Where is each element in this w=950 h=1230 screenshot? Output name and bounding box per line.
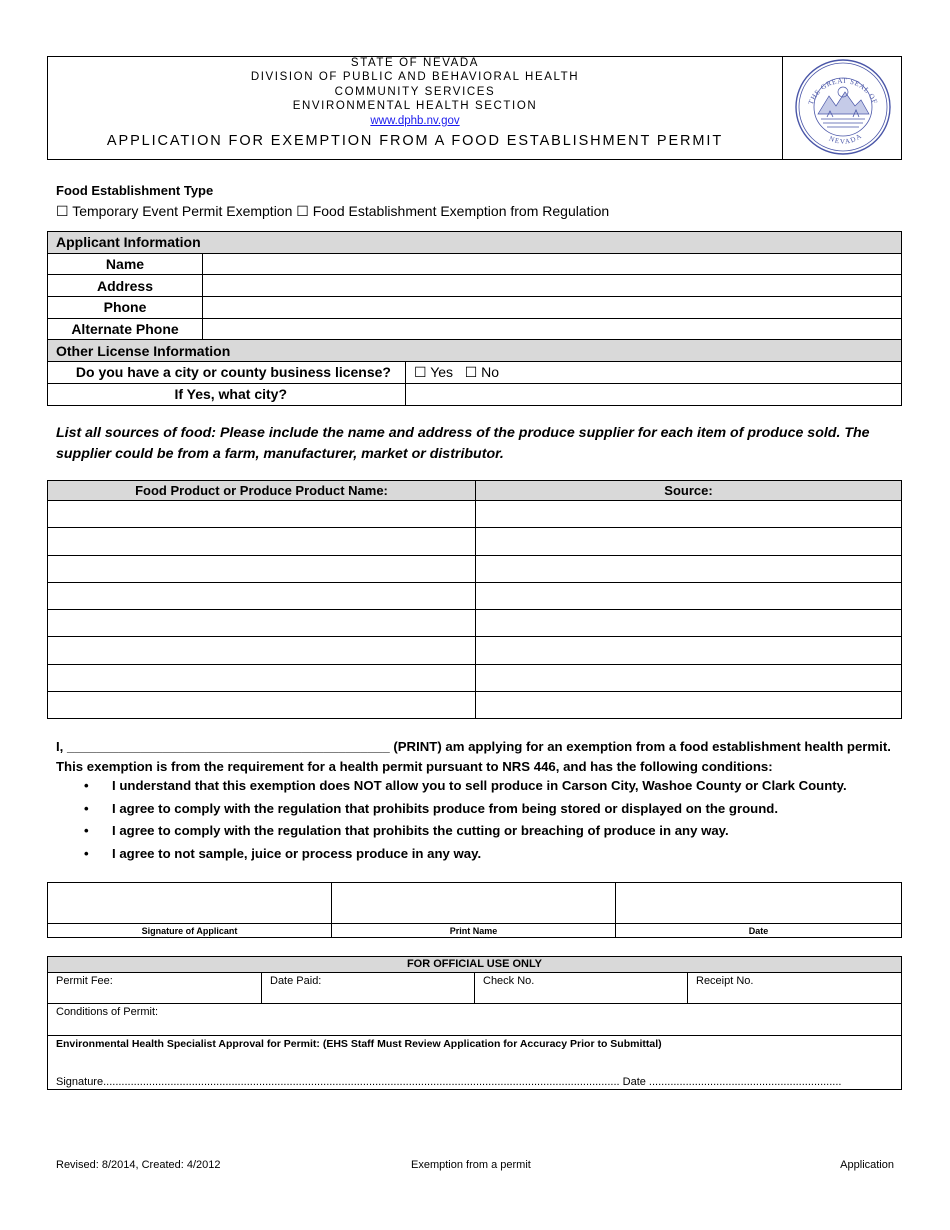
table-row: [48, 501, 902, 528]
signature-field[interactable]: [48, 883, 332, 924]
permit-fee-field[interactable]: Permit Fee:: [48, 973, 262, 1004]
address-label: Address: [48, 275, 203, 297]
list-item: • I agree to comply with the regulation that prohibits the cutting or breaching of produce in any way.: [56, 821, 906, 844]
check-no-field[interactable]: Check No.: [475, 973, 688, 1004]
print-name-field[interactable]: [332, 883, 616, 924]
product-name-cell[interactable]: [48, 555, 476, 582]
print-name-caption: Print Name: [332, 924, 616, 938]
agency-line-state: STATE OF NEVADA: [350, 57, 480, 69]
temporary-event-checkbox[interactable]: ☐ Temporary Event Permit Exemption: [56, 203, 293, 219]
seal-cell: [782, 56, 902, 160]
source-cell[interactable]: [476, 555, 902, 582]
table-row: [48, 692, 902, 719]
footer-doc-type: Application: [840, 1159, 894, 1171]
date-field[interactable]: [616, 883, 902, 924]
form-title: APPLICATION FOR EXEMPTION FROM A FOOD ESTABLISHMENT PERMIT: [106, 133, 724, 149]
signature-caption: Signature of Applicant: [48, 924, 332, 938]
official-use-heading: FOR OFFICIAL USE ONLY: [48, 957, 902, 973]
name-label: Name: [48, 253, 203, 275]
address-field[interactable]: [203, 275, 902, 297]
phone-label: Phone: [48, 297, 203, 319]
agency-line-division: DIVISION OF PUBLIC AND BEHAVIORAL HEALTH: [250, 71, 580, 84]
license-question: Do you have a city or county business license?: [48, 362, 406, 384]
date-paid-field[interactable]: Date Paid:: [262, 973, 475, 1004]
name-field[interactable]: [203, 253, 902, 275]
conditions-list: [56, 776, 906, 866]
source-cell[interactable]: [476, 692, 902, 719]
agency-block: [48, 56, 782, 128]
footer-doc-name: Exemption from a permit: [411, 1159, 531, 1171]
list-item: • I agree to not sample, juice or process produce in any way.: [56, 844, 906, 867]
product-name-cell[interactable]: [48, 637, 476, 664]
source-cell[interactable]: [476, 501, 902, 528]
food-sources-instructions: List all sources of food: Please include the name and address of the produce supplier for each item of produce sold. The supplier could be from a farm, manufacturer, market or distributor.: [56, 425, 870, 462]
license-no-checkbox[interactable]: ☐ No: [464, 364, 500, 381]
source-cell[interactable]: [476, 664, 902, 691]
product-name-cell[interactable]: [48, 501, 476, 528]
product-name-header: Food Product or Produce Product Name:: [48, 481, 476, 501]
conditions-of-permit-field[interactable]: Conditions of Permit:: [48, 1004, 902, 1036]
source-cell[interactable]: [476, 637, 902, 664]
declaration-text: I, ____________________________________________ (PRINT) am applying for an exemption from a food establishment health permit. This exemption is from the requirement for a health permit pursuant to NRS 446, and has the following conditions:: [56, 739, 891, 774]
ehs-approval-cell: [48, 1036, 902, 1090]
table-row: [48, 555, 902, 582]
ehs-signature-line[interactable]: Signature......................................................................................................................................................................... Date ...............................................................: [56, 1076, 842, 1088]
seal-top-text: THE GREAT SEAL OF: [806, 76, 879, 106]
signature-table: [47, 882, 902, 938]
agency-line-services: COMMUNITY SERVICES: [334, 85, 496, 98]
city-question: If Yes, what city?: [48, 383, 406, 405]
date-caption: Date: [616, 924, 902, 938]
nevada-seal-icon: [783, 56, 903, 160]
food-establishment-exemption-checkbox[interactable]: ☐ Food Establishment Exemption from Regulation: [296, 203, 610, 219]
receipt-no-field[interactable]: Receipt No.: [688, 973, 902, 1004]
food-sources-table: [47, 480, 902, 719]
license-answer-cell: [406, 362, 902, 384]
phone-field[interactable]: [203, 297, 902, 319]
product-name-cell[interactable]: [48, 692, 476, 719]
applicant-table: [47, 231, 902, 406]
product-name-cell[interactable]: [48, 582, 476, 609]
product-name-cell[interactable]: [48, 664, 476, 691]
establishment-type-options: [56, 203, 609, 220]
product-name-cell[interactable]: [48, 610, 476, 637]
source-cell[interactable]: [476, 582, 902, 609]
other-license-heading: Other License Information: [48, 340, 902, 362]
alternate-phone-field[interactable]: [203, 318, 902, 340]
svg-text:NEVADA: [828, 132, 864, 146]
source-cell[interactable]: [476, 610, 902, 637]
table-row: [48, 528, 902, 555]
ehs-approval-label: Environmental Health Specialist Approval for Permit: (EHS Staff Must Review Application for Accuracy Prior to Submittal): [56, 1038, 662, 1050]
agency-line-section: ENVIRONMENTAL HEALTH SECTION: [292, 100, 538, 113]
product-name-cell[interactable]: [48, 528, 476, 555]
seal-bottom-text: NEVADA: [827, 131, 864, 146]
table-row: [48, 582, 902, 609]
table-row: [48, 610, 902, 637]
applicant-info-heading: Applicant Information: [48, 232, 902, 254]
footer-revision: Revised: 8/2014, Created: 4/2012: [56, 1159, 221, 1171]
license-yes-checkbox[interactable]: ☐ Yes: [414, 364, 454, 381]
table-row: [48, 664, 902, 691]
list-item: • I agree to comply with the regulation that prohibits produce from being stored or displayed on the ground.: [56, 799, 906, 822]
official-use-table: [47, 956, 902, 1090]
alternate-phone-label: Alternate Phone: [48, 318, 203, 340]
list-item: • I understand that this exemption does NOT allow you to sell produce in Carson City, Washoe County or Clark County.: [56, 776, 906, 799]
source-cell[interactable]: [476, 528, 902, 555]
city-field[interactable]: [406, 383, 902, 405]
establishment-type-label: Food Establishment Type: [56, 183, 214, 198]
table-row: [48, 637, 902, 664]
source-header: Source:: [476, 481, 902, 501]
website-link[interactable]: www.dphb.nv.gov: [370, 114, 460, 127]
